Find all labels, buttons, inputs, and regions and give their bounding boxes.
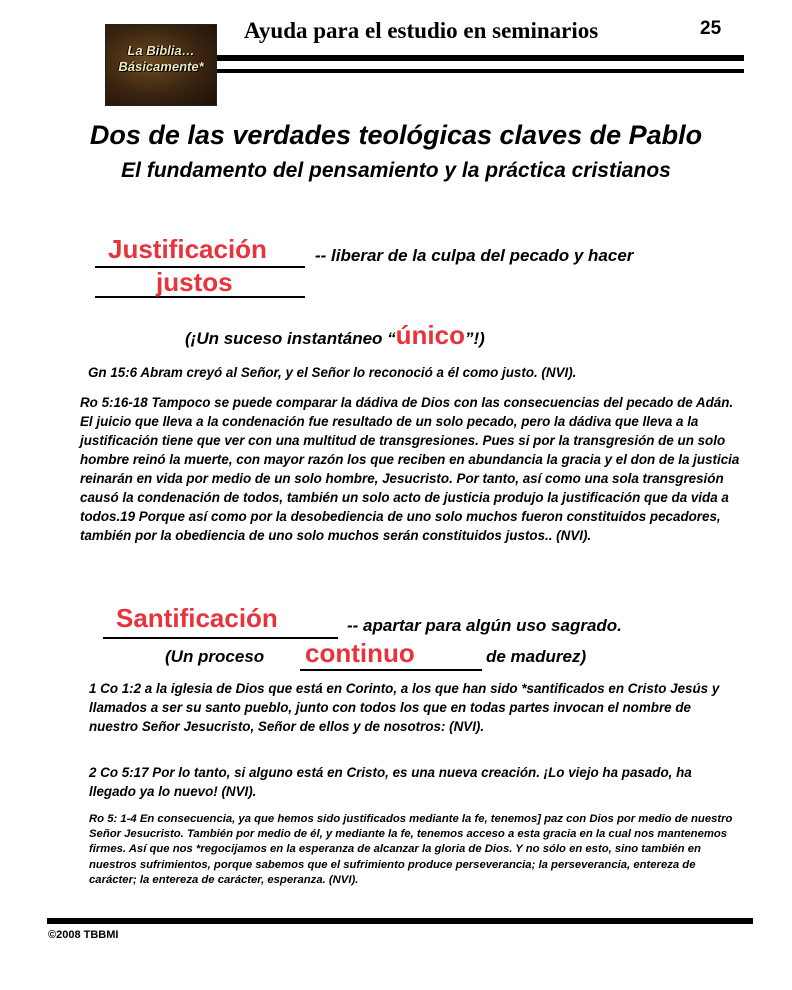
verse-1co-1-2: 1 Co 1:2 a la iglesia de Dios que está en Corinto, a los que han sido *santificados en Cristo Jesús y llamados a ser su santo pueblo, junto con todos los que en todas partes invocan el nombre de nuestro Señor Jesucristo, Señor de ellos y de nosotros: (NVI). xyxy=(89,681,720,734)
verse-gn-15-6: Gn 15:6 Abram creyó al Señor, y el Señor lo reconoció a él como justo. (NVI). xyxy=(88,365,577,380)
page-number: 25 xyxy=(700,18,722,39)
justification-note-close: ”!) xyxy=(464,329,485,348)
sanctification-note-open: (Un proceso xyxy=(165,647,265,666)
page-subtitle: El fundamento del pensamiento y la práctica cristianos xyxy=(121,159,671,182)
justification-note-fill: único xyxy=(395,320,465,350)
logo-line-1: La Biblia… xyxy=(127,43,195,58)
justification-note-open: (¡Un suceso instantáneo “ xyxy=(185,329,396,348)
verse-2co-5-17: 2 Co 5:17 Por lo tanto, si alguno está en Cristo, es una nueva creación. ¡Lo viejo ha pasado, ha llegado ya lo nuevo! (NVI). xyxy=(89,765,692,799)
header-rule-top xyxy=(217,55,744,61)
footer-rule xyxy=(47,918,753,924)
header-rule-bottom xyxy=(217,69,744,73)
header-title: Ayuda para el estudio en seminarios xyxy=(244,18,599,43)
copyright: ©2008 TBBMI xyxy=(48,929,119,941)
sanctification-definition: -- apartar para algún uso sagrado. xyxy=(347,616,622,635)
sanctification-note-close: de madurez) xyxy=(486,647,587,666)
logo xyxy=(105,24,217,106)
justification-definition: -- liberar de la culpa del pecado y hacer xyxy=(315,246,634,265)
logo-line-2: Básicamente* xyxy=(118,59,204,74)
justification-note xyxy=(185,320,485,351)
justification-fill-word-2: justos xyxy=(156,267,233,297)
verse-ro-5-1-4: Ro 5: 1-4 En consecuencia, ya que hemos sido justificados mediante la fe, tenemos] paz con Dios por medio de nuestro Señor Jesucristo. También por medio de él, y mediante la fe, tenemos acceso a esta gracia en la cual nos mantenemos firmes. Así que nos *regocijamos en la esperanza de alcanzar la gloria de Dios. Y no sólo en esto, sino también en nuestros sufrimientos, porque sabemos que el sufrimiento produce perseverancia; la perseverancia, entereza de carácter; la entereza de carácter, esperanza. (NVI). xyxy=(89,813,733,886)
justification-fill-word: Justificación xyxy=(108,234,267,264)
sanctification-fill-word: Santificación xyxy=(116,603,278,633)
verse-ro-5-16-18: Ro 5:16-18 Tampoco se puede comparar la dádiva de Dios con las consecuencias del pecado de Adán. El juicio que lleva a la condenación fue resultado de un solo pecado, pero la dádiva que lleva a la justificación tiene que ver con una multitud de transgresiones. Pues si por la transgresión de un solo hombre reinó la muerte, con mayor razón los que reciben en abundancia la gracia y el don de la justicia reinarán en vida por medio de un solo hombre, Jesucristo. Por tanto, así como una sola transgresión causó la condenación de todos, también un solo acto de justicia produjo la justificación que da vida a todos.19 Porque así como por la desobediencia de uno solo muchos fueron constituidos pecadores, también por la obediencia de uno solo muchos serán constituidos justos.. (NVI). xyxy=(80,395,740,543)
sanctification-note-fill: continuo xyxy=(305,638,415,668)
page-title: Dos de las verdades teológicas claves de Pablo xyxy=(89,120,703,150)
